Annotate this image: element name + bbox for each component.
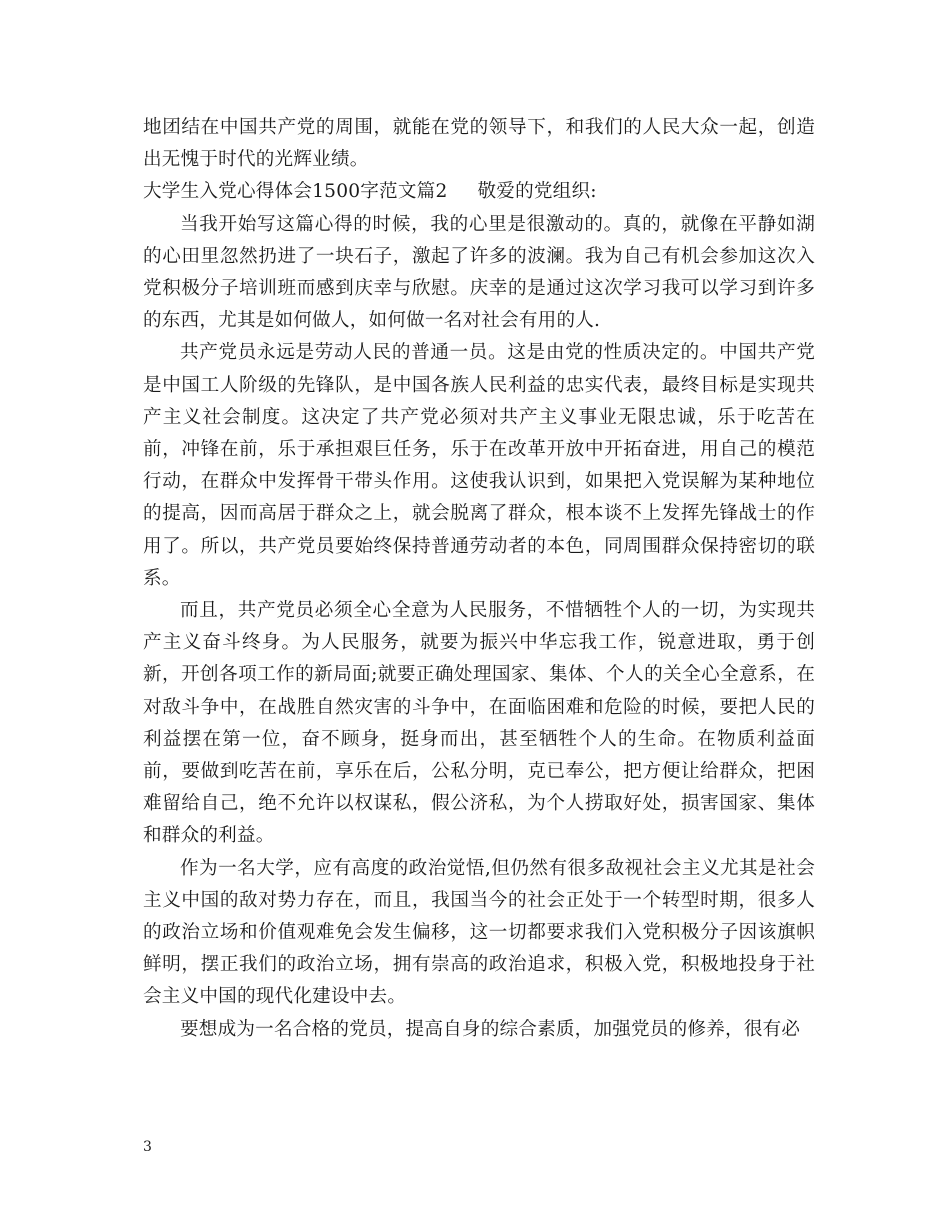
document-body bbox=[143, 112, 815, 1046]
body-paragraph: 要想成为一名合格的党员，提高自身的综合素质，加强党员的修养，很有必 bbox=[180, 1018, 801, 1040]
body-paragraph: 而且，共产党员必须全心全意为人民服务，不惜牺牲个人的一切，为实现共产主义奋斗终身。为人民服务，就要为振兴中华忘我工作，锐意进取，勇于创新，开创各项工作的新局面;就要正确处理国家、集体、个人的关全心全意系，在对敌斗争中，在战胜自然灾害的斗争中，在面临困难和危险的时候，要把人民的利益摆在第一位，奋不顾身，挺身而出，甚至牺牲个人的生命。在物质利益面前，要做到吃苦在前，享乐在后，公私分明，克已奉公，把方便让给群众，把困难留给自己，绝不允许以权谋私，假公济私，为个人捞取好处，损害国家、集体和群众的利益。 bbox=[143, 600, 815, 847]
section-title: 大学生入党心得体会1500字范文篇2 bbox=[143, 181, 448, 203]
section-heading bbox=[143, 176, 815, 208]
page-number: 3 bbox=[143, 1139, 152, 1155]
body-paragraph: 共产党员永远是劳动人民的普通一员。这是由党的性质决定的。中国共产党是中国工人阶级的先锋队，是中国各族人民利益的忠实代表，最终目标是实现共产主义社会制度。这决定了共产党必须对共产主义事业无限忠诚，乐于吃苦在前，冲锋在前，乐于承担艰巨任务，乐于在改革开放中开拓奋进，用自己的模范行动，在群众中发挥骨干带头作用。这使我认识到，如果把入党误解为某种地位的提高，因而高居于群众之上，就会脱离了群众，根本谈不上发挥先锋战士的作用了。所以，共产党员要始终保持普通劳动者的本色，同周围群众保持密切的联系。 bbox=[143, 342, 815, 589]
body-paragraph: 作为一名大学，应有高度的政治觉悟,但仍然有很多敌视社会主义尤其是社会主义中国的敌对势力存在，而且，我国当今的社会正处于一个转型时期，很多人的政治立场和价值观难免会发生偏移，这一切都要求我们入党积极分子因该旗帜鲜明，摆正我们的政治立场，拥有崇高的政治追求，积极入党，积极地投身于社会主义中国的现代化建设中去。 bbox=[143, 857, 815, 1008]
salutation: 敬爱的党组织: bbox=[477, 181, 597, 203]
lead-paragraph: 地团结在中国共产党的周围，就能在党的领导下，和我们的人民大众一起，创造出无愧于时代的光辉业绩。 bbox=[143, 117, 815, 171]
body-paragraph: 当我开始写这篇心得的时候，我的心里是很激动的。真的，就像在平静如湖的心田里忽然扔进了一块石子，激起了许多的波澜。我为自己有机会参加这次入党积极分子培训班而感到庆幸与欣慰。庆幸的是通过这次学习我可以学习到许多的东西，尤其是如何做人，如何做一名对社会有用的人. bbox=[143, 213, 815, 332]
